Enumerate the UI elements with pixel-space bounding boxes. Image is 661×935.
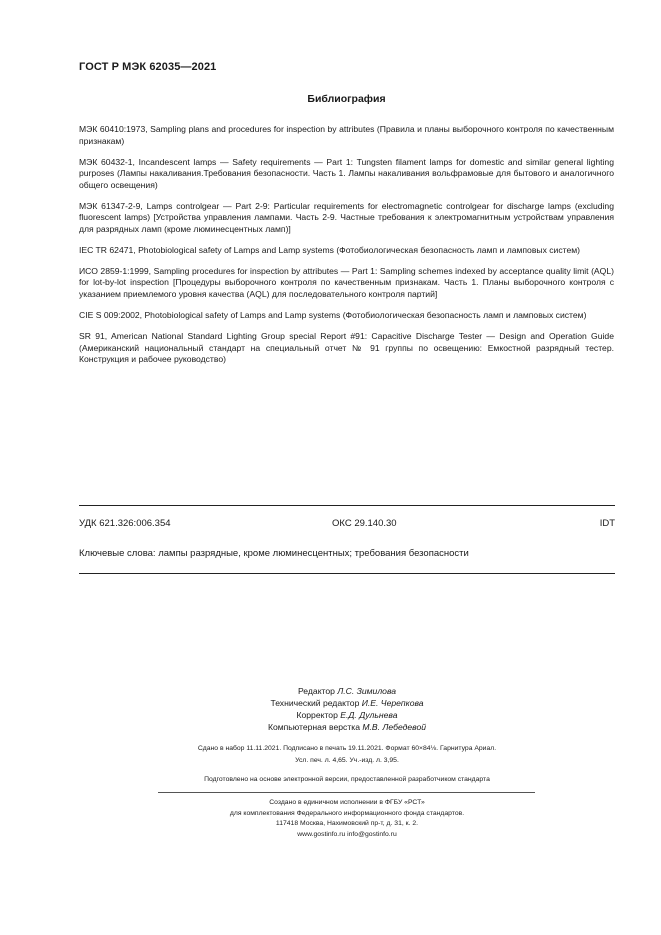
oks-code: ОКС 29.140.30: [332, 518, 397, 529]
bibliography-entry: ИСО 2859-1:1999, Sampling procedures for inspection by attributes — Part 1: Sampling schemes indexed by acceptance quality limit (AQL) for lot-by-lot inspection [Процедуры выборочного контроля по качественным признакам. Часть 1. Планы выборочного контроля с указанием приемлемого уровня качества (AQL) для последовательного контроля партий]: [79, 265, 614, 299]
bibliography-entry: SR 91, American National Standard Lighting Group special Report #91: Capacitive Discharge Tester — Design and Operation Guide (Американский национальный стандарт на специальный отчет № 91 группы по освещению: Емкостной разрядный тестер. Конструкция и рабочее руководство): [79, 331, 614, 365]
publisher-line: Создано в единичном исполнении в ФГБУ «РСТ»: [269, 799, 425, 806]
publisher-line: для комплектования Федерального информационного фонда стандартов.: [229, 809, 465, 817]
credit-technical-editor: Технический редактор И.Е. Черепкова: [270, 698, 424, 708]
publisher-line: 117418 Москва, Нахимовский пр-т, д. 31, к. 2.: [275, 820, 419, 828]
bottom-divider: [79, 573, 615, 574]
prepared-note: Подготовлено на основе электронной версии, предоставленной разработчиком стандарта: [204, 776, 490, 783]
bibliography-title: Библиография: [307, 93, 386, 105]
credit-layout: Компьютерная верстка М.В. Лебедевой: [267, 722, 427, 732]
print-info-line: Сдано в набор 11.11.2021. Подписано в печать 19.11.2021. Формат 60×84⅛. Гарнитура Ариал.: [197, 745, 497, 752]
bibliography-entry: МЭК 61347-2-9, Lamps controlgear — Part 2-9: Particular requirements for electromagnetic controlgear for discharge lamps (excluding fluorescent lamps) [Устройства управления лампами. Часть 2-9. Частные требования к электромагнитным устройствам управления для разрядных ламп (кроме люминесцентных ламп)]: [79, 200, 614, 234]
bibliography-entry: МЭК 60410:1973, Sampling plans and procedures for inspection by attributes (Правила и планы выборочного контроля по качественным признакам): [79, 124, 614, 146]
publisher-block: [79, 798, 615, 840]
credit-editor: Редактор Л.С. Зимилова: [297, 686, 397, 696]
document-header-code: ГОСТ Р МЭК 62035—2021: [79, 61, 217, 73]
equivalence-code: IDT: [599, 518, 615, 529]
udc-code: УДК 621.326:006.354: [79, 518, 171, 529]
publisher-divider: [158, 792, 535, 793]
bibliography-entry: МЭК 60432-1, Incandescent lamps — Safety requirements — Part 1: Tungsten filament lamps for domestic and similar general lighting purposes (Лампы накаливания.Требования безопасности. Часть 1. Лампы накаливания вольфрамовые для бытового и аналогичного общего освещения): [79, 156, 614, 190]
credits-block: [79, 685, 615, 733]
top-divider: [79, 505, 615, 506]
bibliography-entry: IEC TR 62471, Photobiological safety of Lamps and Lamp systems (Фотобиологическая безопасность ламп и ламповых систем): [79, 244, 581, 255]
credit-proofreader: Корректор Е.Д. Дульнева: [296, 710, 398, 720]
print-info-block: [79, 743, 615, 767]
classification-row: [79, 518, 615, 529]
bibliography-list: [79, 124, 614, 375]
print-info-line: Усл. печ. л. 4,65. Уч.-изд. л. 3,95.: [295, 757, 399, 764]
publisher-contacts: www.gostinfo.ru info@gostinfo.ru: [297, 830, 397, 838]
keywords-line: Ключевые слова: лампы разрядные, кроме люминесцентных; требования безопасности: [79, 548, 469, 559]
bibliography-entry: CIE S 009:2002, Photobiological safety of Lamps and Lamp systems (Фотобиологическая безопасность ламп и ламповых систем): [79, 309, 587, 320]
